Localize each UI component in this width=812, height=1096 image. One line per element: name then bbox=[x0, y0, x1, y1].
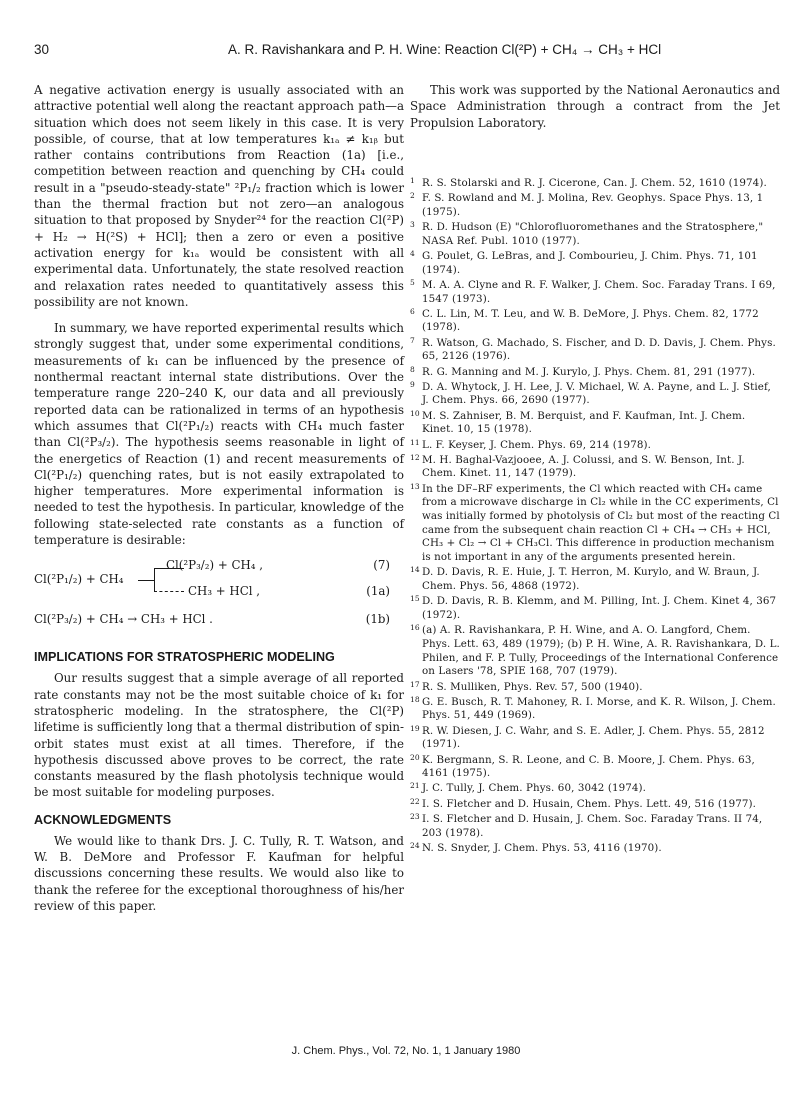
reference-number: 17 bbox=[410, 679, 420, 689]
bracket-stem bbox=[138, 580, 154, 581]
reference-item bbox=[410, 250, 780, 277]
reference-item bbox=[410, 681, 780, 695]
reference-item bbox=[410, 381, 780, 408]
reference-number: 9 bbox=[410, 379, 415, 389]
heading-acknowledgments: ACKNOWLEDGMENTS bbox=[34, 812, 172, 827]
reference-number: 13 bbox=[410, 481, 420, 491]
reference-number: 23 bbox=[410, 811, 420, 821]
equation-1a-product: CH₃ + HCl , bbox=[188, 584, 261, 599]
reference-text: I. S. Fletcher and D. Husain, J. Chem. Soc. Faraday Trans. II 74, 203 (1978). bbox=[422, 812, 763, 839]
reference-text: F. S. Rowland and M. J. Molina, Rev. Geophys. Space Phys. 13, 1 (1975). bbox=[422, 192, 764, 218]
paragraph-summary: In summary, we have reported experimental results which strongly suggest that, under some experimental conditions, measurements of k₁ can be influenced by the presence of nonthermal reactant internal state distributions. Over the temperature range 220–240 K, our data and all previously reported data can be rationalized in terms of an hypothesis which assumes that Cl(²P₁/₂) reacts with CH₄ much faster than Cl(²P₃/₂). The hypothesis seems reasonable in light of the energetics of Reaction (1) and recent measurements of Cl(²P₁/₂) quenching rates, but is not easily extrapolated to higher temperatures. More experimental information is needed to test the hypothesis. In particular, knowledge of the following state-selected rate constants as a function of temperature is desirable: bbox=[34, 321, 404, 548]
reference-number: 8 bbox=[410, 364, 415, 374]
paragraph-acknowledgments: We would like to thank Drs. J. C. Tully, R. T. Watson, and W. B. DeMore and Professor F. Kaufman for helpful discussions concerning these results. We would also like to thank the referee for the exceptional thoroughness of his/her review of this paper. bbox=[34, 833, 404, 913]
reference-number: 21 bbox=[410, 781, 420, 791]
reference-item bbox=[410, 782, 780, 796]
bracket-arrow-top bbox=[154, 568, 184, 569]
reference-number: 6 bbox=[410, 306, 415, 316]
reference-item bbox=[410, 221, 780, 248]
reference-item bbox=[410, 624, 780, 679]
reference-item bbox=[410, 177, 780, 191]
reference-item bbox=[410, 454, 780, 481]
reference-item bbox=[410, 366, 780, 380]
bracket-arrow-bottom bbox=[154, 591, 184, 592]
reference-text: M. A. A. Clyne and R. F. Walker, J. Chem. Soc. Faraday Trans. I 69, 1547 (1973). bbox=[422, 278, 776, 305]
reference-text: R. S. Mulliken, Phys. Rev. 57, 500 (1940). bbox=[422, 680, 643, 693]
reference-number: 16 bbox=[410, 623, 420, 633]
equation-block bbox=[34, 554, 404, 638]
reference-item bbox=[410, 483, 780, 565]
reference-item bbox=[410, 725, 780, 752]
reference-text: (a) A. R. Ravishankara, P. H. Wine, and A. O. Langford, Chem. Phys. Lett. 63, 489 (1979); (b) P. H. Wine, A. R. Ravishankara, D. L. Philen, and F. P. Tully, Proceedings of the International Conference on Lasers '78, SPIE 168, 707 (1979). bbox=[422, 624, 780, 678]
reference-item bbox=[410, 842, 780, 856]
reference-number: 12 bbox=[410, 452, 420, 462]
reference-number: 24 bbox=[410, 840, 420, 850]
reference-item bbox=[410, 192, 780, 219]
reference-item bbox=[410, 410, 780, 437]
equation-lhs: Cl(²P₁/₂) + CH₄ bbox=[34, 572, 124, 587]
equation-1a-number: (1a) bbox=[366, 584, 390, 599]
reference-number: 14 bbox=[410, 565, 420, 575]
reference-text: D. A. Whytock, J. H. Lee, J. V. Michael, W. A. Payne, and L. J. Stief, J. Chem. Phys. 66, 2690 (1977). bbox=[422, 380, 771, 407]
reference-number: 3 bbox=[410, 220, 415, 229]
left-column bbox=[34, 82, 404, 914]
reference-text: R. G. Manning and M. J. Kurylo, J. Phys. Chem. 81, 291 (1977). bbox=[422, 365, 756, 378]
running-title: A. R. Ravishankara and P. H. Wine: Reaction Cl(²P) + CH₄ → CH₃ + HCl bbox=[228, 42, 662, 57]
reference-text: R. D. Hudson (E) "Chlorofluoromethanes and the Stratosphere," NASA Ref. Publ. 1010 (1977). bbox=[422, 221, 764, 247]
reference-item bbox=[410, 754, 780, 781]
reference-number: 18 bbox=[410, 694, 420, 704]
reference-text: K. Bergmann, S. R. Leone, and C. B. Moore, J. Chem. Phys. 63, 4161 (1975). bbox=[422, 753, 755, 780]
reference-text: R. W. Diesen, J. C. Wahr, and S. E. Adler, J. Chem. Phys. 55, 2812 (1971). bbox=[422, 724, 765, 751]
reference-text: J. C. Tully, J. Chem. Phys. 60, 3042 (1974). bbox=[422, 782, 647, 795]
reference-text: G. E. Busch, R. T. Mahoney, R. I. Morse, and K. R. Wilson, J. Chem. Phys. 51, 449 (1969). bbox=[422, 695, 776, 722]
reference-item bbox=[410, 813, 780, 840]
reference-text: R. S. Stolarski and R. J. Cicerone, Can. J. Chem. 52, 1610 (1974). bbox=[422, 176, 767, 189]
reference-text: G. Poulet, G. LeBras, and J. Combourieu, J. Chim. Phys. 71, 101 (1974). bbox=[422, 249, 758, 276]
reference-text: C. L. Lin, M. T. Leu, and W. B. DeMore, J. Phys. Chem. 82, 1772 (1978). bbox=[422, 307, 759, 334]
reference-text: L. F. Keyser, J. Chem. Phys. 69, 214 (1978). bbox=[422, 438, 651, 451]
reference-number: 22 bbox=[410, 796, 420, 806]
paragraph-activation-energy: A negative activation energy is usually associated with an attractive potential well along the reactant approach path—a situation which does not seem likely in this case. It is very possible, of course, that at low temperatures k₁ₐ ≠ k₁ᵦ but rather contains contributions from Reaction (1a) [i.e., competition between reaction and quenching by CH₄ could result in a "pseudo-steady-state" ²P₁/₂ fraction which is lower than the thermal fraction but not zero—an analogous situation to that proposed by Snyder²⁴ for the reaction Cl(²P) + H₂ → H(²S) + HCl]; then a zero or even a positive activation energy for k₁ₐ would be consistent with all experimental data. Unfortunately, the state resolved reaction and relaxation rates needed to quantitatively assess this possibility are not known. bbox=[34, 83, 404, 309]
reference-number: 19 bbox=[410, 723, 420, 733]
right-column bbox=[410, 82, 780, 857]
reference-list bbox=[410, 177, 780, 856]
page-number: 30 bbox=[34, 42, 50, 57]
reference-text: I. S. Fletcher and D. Husain, Chem. Phys. Lett. 49, 516 (1977). bbox=[422, 797, 757, 810]
reference-number: 5 bbox=[410, 277, 415, 287]
equation-1b-number: (1b) bbox=[365, 612, 390, 627]
journal-footer: J. Chem. Phys., Vol. 72, No. 1, 1 January 1980 bbox=[291, 1045, 521, 1057]
reference-text: In the DF–RF experiments, the Cl which reacted with CH₄ came from a microwave discharge in Cl₂ while in the CC experiments, Cl was initially formed by photolysis of Cl₂ but most of the reacting Cl came from the subsequent chain reaction Cl + CH₄ → CH₃ + HCl, CH₃ + Cl₂ → Cl + CH₃Cl. This difference in production mechanism is not important in any of the arguments presented herein. bbox=[422, 482, 780, 564]
reference-item bbox=[410, 798, 780, 812]
reference-item bbox=[410, 337, 780, 364]
equation-7-number: (7) bbox=[373, 558, 390, 573]
reference-item bbox=[410, 696, 780, 723]
reference-text: R. Watson, G. Machado, S. Fischer, and D. D. Davis, J. Chem. Phys. 65, 2126 (1976). bbox=[422, 336, 776, 363]
reference-text: M. S. Zahniser, B. M. Berquist, and F. Kaufman, Int. J. Chem. Kinet. 10, 15 (1978). bbox=[422, 409, 746, 436]
reference-item bbox=[410, 308, 780, 335]
reference-item bbox=[410, 279, 780, 306]
reference-text: D. D. Davis, R. B. Klemm, and M. Pilling, Int. J. Chem. Kinet 4, 367 (1972). bbox=[422, 595, 777, 621]
reference-number: 10 bbox=[410, 408, 420, 418]
paragraph-implications: Our results suggest that a simple average of all reported rate constants may not be the most suitable choice of k₁ for stratospheric modeling. In the stratosphere, the Cl(²P) lifetime is sufficiently long that a thermal distribution of spin-orbit states must exist at all times. Therefore, if the hypothesis discussed above proves to be correct, the rate constants measured by the flash photolysis technique would be most suitable for modeling purposes. bbox=[34, 671, 404, 800]
reference-text: D. D. Davis, R. E. Huie, J. T. Herron, M. Kurylo, and W. Braun, J. Chem. Phys. 56, 4868 (1972). bbox=[422, 566, 760, 593]
reference-number: 11 bbox=[410, 437, 420, 447]
bracket-vertical bbox=[154, 568, 167, 591]
reference-number: 7 bbox=[410, 335, 415, 345]
equation-1b: Cl(²P₃/₂) + CH₄ → CH₃ + HCl . bbox=[34, 612, 213, 627]
heading-stratospheric-modeling: IMPLICATIONS FOR STRATOSPHERIC MODELING bbox=[34, 650, 335, 665]
reference-item bbox=[410, 439, 780, 453]
reference-number: 1 bbox=[410, 175, 415, 185]
reference-number: 4 bbox=[410, 248, 415, 258]
reference-number: 15 bbox=[410, 594, 420, 604]
reference-item bbox=[410, 566, 780, 593]
reference-item bbox=[410, 595, 780, 622]
reference-text: N. S. Snyder, J. Chem. Phys. 53, 4116 (1970). bbox=[422, 841, 662, 854]
paragraph-support: This work was supported by the National Aeronautics and Space Administration through a contract from the Jet Propulsion Laboratory. bbox=[410, 83, 780, 130]
reference-text: M. H. Baghal-Vazjooee, A. J. Colussi, and S. W. Benson, Int. J. Chem. Kinet. 11, 147 (1979). bbox=[422, 453, 745, 480]
equation-7-product: Cl(²P₃/₂) + CH₄ , bbox=[166, 558, 264, 573]
running-header bbox=[34, 40, 778, 62]
reference-number: 2 bbox=[410, 191, 415, 201]
reference-number: 20 bbox=[410, 752, 420, 762]
